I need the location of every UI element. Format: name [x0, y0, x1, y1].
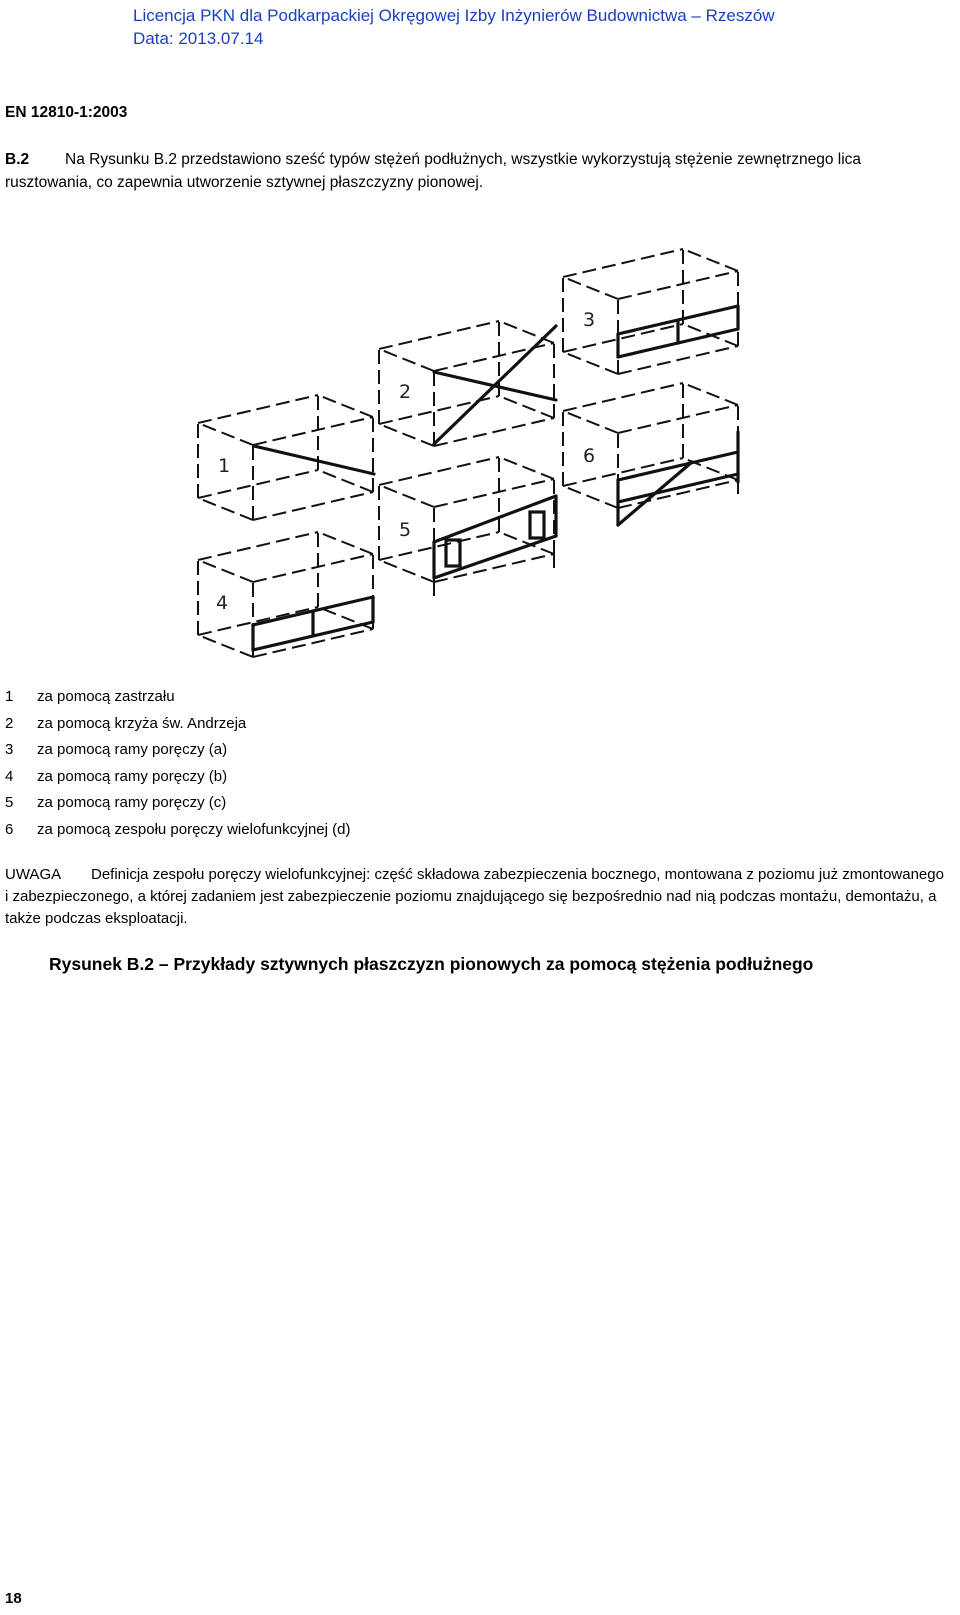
brace-1-diagonal	[254, 446, 374, 474]
page-number: 18	[5, 1590, 22, 1607]
legend-item: 2 za pomocą krzyża św. Andrzeja	[5, 714, 247, 732]
clause-text: Na Rysunku B.2 przedstawiono sześć typów stężeń podłużnych, wszystkie wykorzystują stężenie zewnętrznego lica rusztowania, co zapewnia utworzenie sztywnej płaszczyzny pionowej.	[5, 151, 862, 191]
brace-5-frame	[434, 496, 556, 578]
legend-item: 5 za pomocą ramy poręczy (c)	[5, 794, 227, 811]
standard-id: EN 12810-1:2003	[5, 104, 128, 121]
note-text: Definicja zespołu poręczy wielofunkcyjnej: część składowa zabezpieczenia bocznego, montowana z poziomu już zmontowanego i zabezpieczonego, a której zadaniem jest zabezpieczenie poziomu znajdującego się bezpośrednio nad nią podczas montażu, demontażu, a także podczas eksploatacji.	[5, 866, 944, 927]
clause-number: B.2	[5, 151, 30, 168]
intro-paragraph	[5, 148, 945, 194]
box-label: 1	[218, 455, 231, 477]
box-label: 2	[399, 381, 412, 403]
box-label: 4	[216, 592, 229, 614]
note-paragraph	[5, 864, 945, 930]
box-labels	[216, 309, 595, 614]
legend-item: 1 za pomocą zastrzału	[5, 688, 175, 705]
bracing-figure	[0, 222, 960, 672]
license-header	[133, 4, 775, 50]
legend-item: 6 za pomocą zespołu poręczy wielofunkcyjnej (d)	[5, 820, 351, 838]
box-label: 5	[399, 519, 412, 541]
box-label: 6	[583, 445, 596, 467]
license-date: Data: 2013.07.14	[133, 29, 264, 48]
legend	[5, 688, 350, 847]
legend-item: 3 za pomocą ramy poręczy (a)	[5, 741, 228, 758]
brace-6-assembly	[618, 432, 738, 525]
figure-caption: Rysunek B.2 – Przykłady sztywnych płaszczyzn pionowych za pomocą stężenia podłużnego	[49, 954, 814, 974]
box-label: 3	[583, 309, 596, 331]
license-line: Licencja PKN dla Podkarpackiej Okręgowej Izby Inżynierów Budownictwa – Rzeszów	[133, 6, 775, 25]
brace-2-diagonal-b	[434, 372, 556, 400]
note-label: UWAGA	[5, 866, 62, 883]
legend-item: 4 za pomocą ramy poręczy (b)	[5, 767, 228, 785]
